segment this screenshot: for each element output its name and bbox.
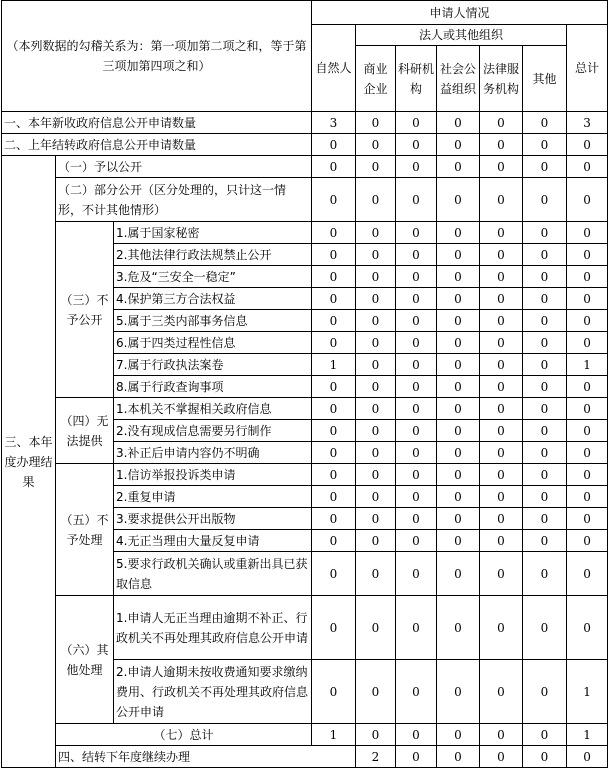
cell-other: 0 [523,288,567,310]
cell-other: 0 [523,530,567,552]
header-legal-entities: 法人或其他组织 [356,25,567,46]
cell-legal-service-org: 0 [480,266,523,288]
row-label: 8.属于行政查询事项 [114,376,312,398]
cell-natural-person: 0 [312,398,356,420]
group3-label: （三）不予公开 [56,222,114,398]
cell-legal-service-org: 0 [480,508,523,530]
cell-research-institution: 0 [437,746,480,768]
header-social-welfare-org: 社会公益组织 [437,46,480,112]
cell-social-welfare-org: 0 [437,156,480,178]
cell-other: 0 [523,552,567,596]
cell-research-institution: 0 [396,552,437,596]
row-label: 一、本年新收政府信息公开申请数量 [2,112,312,134]
cell-research-institution: 0 [396,310,437,332]
row-label: 二、上年结转政府信息公开申请数量 [2,134,312,156]
cell-other: 0 [523,112,567,134]
cell-research-institution: 0 [396,244,437,266]
row-label: （二）部分公开（区分处理的，只计这一情形，不计其他情形） [56,178,312,222]
cell-social-welfare-org: 0 [437,266,480,288]
cell-research-institution: 0 [396,112,437,134]
cell-social-welfare-org: 0 [437,596,480,660]
cell-social-welfare-org: 0 [437,724,480,746]
cell-commercial-enterprise: 0 [356,332,396,354]
cell-legal-service-org: 0 [480,376,523,398]
cell-total: 0 [567,530,608,552]
cell-other: 0 [523,266,567,288]
cell-legal-service-org: 0 [480,486,523,508]
cell-research-institution: 0 [396,660,437,724]
cell-legal-service-org: 0 [480,222,523,244]
cell-commercial-enterprise: 0 [356,288,396,310]
cell-other: 0 [523,134,567,156]
cell-total: 0 [567,156,608,178]
cell-other: 0 [523,222,567,244]
cell-social-welfare-org: 0 [437,552,480,596]
cell-legal-service-org: 0 [480,156,523,178]
table-row [2,222,608,244]
cell-natural-person: 0 [312,530,356,552]
cell-natural-person: 1 [312,724,356,746]
cell-social-welfare-org: 0 [437,398,480,420]
cell-natural-person: 0 [312,288,356,310]
header-research-institution: 科研机构 [396,46,437,112]
row-label: 3.危及“三安全一稳定” [114,266,312,288]
cell-total: 0 [567,332,608,354]
header-commercial-enterprise: 商业企业 [356,46,396,112]
cell-legal-service-org: 0 [480,354,523,376]
cell-total: 0 [567,244,608,266]
row-label: 3.补正后申请内容仍不明确 [114,442,312,464]
cell-commercial-enterprise: 0 [356,724,396,746]
cell-total: 1 [567,724,608,746]
cell-commercial-enterprise: 0 [356,464,396,486]
cell-social-welfare-org: 0 [437,178,480,222]
cell-research-institution: 0 [396,156,437,178]
cell-commercial-enterprise: 0 [356,222,396,244]
cell-legal-service-org: 0 [480,660,523,724]
cell-social-welfare-org: 0 [437,332,480,354]
cell-total: 0 [567,288,608,310]
cell-other: 0 [523,596,567,660]
cell-natural-person: 0 [312,442,356,464]
cell-other: 0 [523,376,567,398]
cell-natural-person: 0 [312,552,356,596]
cell-social-welfare-org: 0 [437,354,480,376]
row-label: 1.属于国家秘密 [114,222,312,244]
cell-other: 0 [523,156,567,178]
cell-total: 0 [567,222,608,244]
cell-legal-service-org: 0 [480,596,523,660]
cell-legal-service-org: 0 [480,178,523,222]
cell-commercial-enterprise: 0 [356,266,396,288]
cell-natural-person: 0 [312,178,356,222]
cell-commercial-enterprise: 0 [356,596,396,660]
cell-social-welfare-org: 0 [437,660,480,724]
table-row [2,464,608,486]
header-other: 其他 [523,46,567,112]
cell-commercial-enterprise: 0 [356,486,396,508]
row-label: 2.申请人逾期未按收费通知要求缴纳费用、行政机关不再处理其政府信息公开申请 [114,660,312,724]
cell-social-welfare-org: 0 [437,508,480,530]
table-row [2,746,608,768]
row-label: 2.其他法律行政法规禁止公开 [114,244,312,266]
cell-social-welfare-org: 0 [437,222,480,244]
row-label: （一）予以公开 [56,156,312,178]
header-total: 总计 [567,25,608,112]
cell-legal-service-org: 0 [480,332,523,354]
cell-research-institution: 0 [396,420,437,442]
row-label: 4.保护第三方合法权益 [114,288,312,310]
section3-label: 三、本年度办理结果 [2,156,56,768]
cell-total: 3 [567,112,608,134]
cell-other: 0 [523,332,567,354]
cell-commercial-enterprise: 0 [356,508,396,530]
cell-legal-service-org: 0 [480,724,523,746]
cell-social-welfare-org: 0 [437,486,480,508]
cell-total: 0 [567,310,608,332]
cell-commercial-enterprise: 0 [356,660,396,724]
table-row [2,134,608,156]
row-label: 1.申请人无正当理由逾期不补正、行政机关不再处理其政府信息公开申请 [114,596,312,660]
cell-research-institution: 0 [396,222,437,244]
cell-legal-service-org: 0 [480,288,523,310]
cell-legal-service-org: 0 [480,464,523,486]
cell-commercial-enterprise: 0 [356,442,396,464]
cell-natural-person: 0 [312,310,356,332]
cell-social-welfare-org: 0 [437,244,480,266]
group4-label: （四）无法提供 [56,398,114,464]
row-label: 四、结转下年度继续办理 [56,746,356,768]
cell-social-welfare-org: 0 [437,376,480,398]
cell-legal-service-org: 0 [480,244,523,266]
cell-research-institution: 0 [396,486,437,508]
cell-other: 0 [523,354,567,376]
row-label: 7.属于行政执法案卷 [114,354,312,376]
cell-other: 0 [523,486,567,508]
header-natural-person: 自然人 [312,25,356,112]
cell-total: 0 [567,376,608,398]
cell-social-welfare-org: 0 [437,288,480,310]
cell-natural-person: 2 [356,746,396,768]
cell-total: 0 [567,442,608,464]
table-row [2,178,608,222]
cell-total: 0 [567,486,608,508]
cell-other: 0 [523,508,567,530]
cell-natural-person: 0 [312,420,356,442]
cell-total: 1 [567,660,608,724]
cell-commercial-enterprise: 0 [356,420,396,442]
cell-legal-service-org: 0 [480,310,523,332]
cell-natural-person: 0 [312,332,356,354]
cell-research-institution: 0 [396,596,437,660]
cell-commercial-enterprise: 0 [356,354,396,376]
cell-research-institution: 0 [396,508,437,530]
cell-natural-person: 0 [312,156,356,178]
cell-total: 1 [567,354,608,376]
cell-research-institution: 0 [396,464,437,486]
cell-research-institution: 0 [396,354,437,376]
cell-natural-person: 3 [312,112,356,134]
cell-commercial-enterprise: 0 [356,156,396,178]
cell-natural-person: 0 [312,134,356,156]
cell-natural-person: 0 [312,508,356,530]
cell-legal-service-org: 0 [480,442,523,464]
cell-other: 0 [523,398,567,420]
cell-legal-service-org: 0 [480,530,523,552]
cell-legal-service-org: 0 [480,552,523,596]
cell-commercial-enterprise: 0 [356,552,396,596]
cell-commercial-enterprise: 0 [356,134,396,156]
cell-total: 0 [567,266,608,288]
cell-legal-service-org: 0 [523,746,567,768]
cell-total: 0 [567,178,608,222]
cell-other: 0 [567,746,608,768]
cell-commercial-enterprise: 0 [356,178,396,222]
cell-other: 0 [523,442,567,464]
cell-social-welfare-org: 0 [480,746,523,768]
cell-natural-person: 0 [312,266,356,288]
cell-commercial-enterprise: 0 [356,376,396,398]
cell-research-institution: 0 [396,332,437,354]
cell-other: 0 [523,244,567,266]
statistics-table [1,0,608,768]
cell-other: 0 [523,420,567,442]
header-applicant-situation: 申请人情况 [312,1,608,25]
cell-commercial-enterprise: 0 [356,112,396,134]
cell-legal-service-org: 0 [480,398,523,420]
cell-social-welfare-org: 0 [437,112,480,134]
row-label: 3.要求提供公开出版物 [114,508,312,530]
cell-social-welfare-org: 0 [437,442,480,464]
cell-legal-service-org: 0 [480,420,523,442]
cell-commercial-enterprise: 0 [356,530,396,552]
cell-total: 0 [567,398,608,420]
cell-commercial-enterprise: 0 [356,244,396,266]
cell-natural-person: 0 [312,376,356,398]
cell-research-institution: 0 [396,376,437,398]
cell-research-institution: 0 [396,134,437,156]
cell-research-institution: 0 [396,266,437,288]
cell-natural-person: 0 [312,222,356,244]
cell-total: 0 [567,508,608,530]
table-row [2,156,608,178]
cell-natural-person: 1 [312,354,356,376]
row-label: 1.本机关不掌握相关政府信息 [114,398,312,420]
cell-total: 0 [567,420,608,442]
cell-research-institution: 0 [396,442,437,464]
cell-commercial-enterprise: 0 [396,746,437,768]
cell-natural-person: 0 [312,464,356,486]
cell-legal-service-org: 0 [480,112,523,134]
cell-natural-person: 0 [312,486,356,508]
cell-research-institution: 0 [396,178,437,222]
cell-social-welfare-org: 0 [437,420,480,442]
cell-commercial-enterprise: 0 [356,310,396,332]
table-row [2,398,608,420]
group6-label: （六）其他处理 [56,596,114,724]
cell-other: 0 [523,724,567,746]
row-label: （七）总计 [56,724,312,746]
row-label: 5.要求行政机关确认或重新出具已获取信息 [114,552,312,596]
cell-total: 0 [567,134,608,156]
table-row [2,112,608,134]
cell-natural-person: 0 [312,244,356,266]
cell-social-welfare-org: 0 [437,310,480,332]
group5-label: （五）不予处理 [56,464,114,596]
cell-research-institution: 0 [396,288,437,310]
cell-commercial-enterprise: 0 [356,398,396,420]
cell-social-welfare-org: 0 [437,134,480,156]
row-label: 4.无正当理由大量反复申请 [114,530,312,552]
cell-natural-person: 0 [312,596,356,660]
cell-other: 0 [523,660,567,724]
cell-other: 0 [523,178,567,222]
cell-total: 0 [567,552,608,596]
header-note: （本列数据的勾稽关系为：第一项加第二项之和，等于第三项加第四项之和） [2,1,312,112]
cell-research-institution: 0 [396,724,437,746]
cell-other: 0 [523,464,567,486]
row-label: 6.属于四类过程性信息 [114,332,312,354]
table-row [2,724,608,746]
cell-legal-service-org: 0 [480,134,523,156]
cell-social-welfare-org: 0 [437,530,480,552]
header-legal-service-org: 法律服务机构 [480,46,523,112]
cell-research-institution: 0 [396,530,437,552]
cell-natural-person: 0 [312,660,356,724]
table-row [2,596,608,660]
cell-social-welfare-org: 0 [437,464,480,486]
row-label: 2.重复申请 [114,486,312,508]
cell-total: 0 [567,596,608,660]
row-label: 1.信访举报投诉类申请 [114,464,312,486]
cell-total: 0 [567,464,608,486]
row-label: 2.没有现成信息需要另行制作 [114,420,312,442]
cell-research-institution: 0 [396,398,437,420]
row-label: 5.属于三类内部事务信息 [114,310,312,332]
cell-other: 0 [523,310,567,332]
